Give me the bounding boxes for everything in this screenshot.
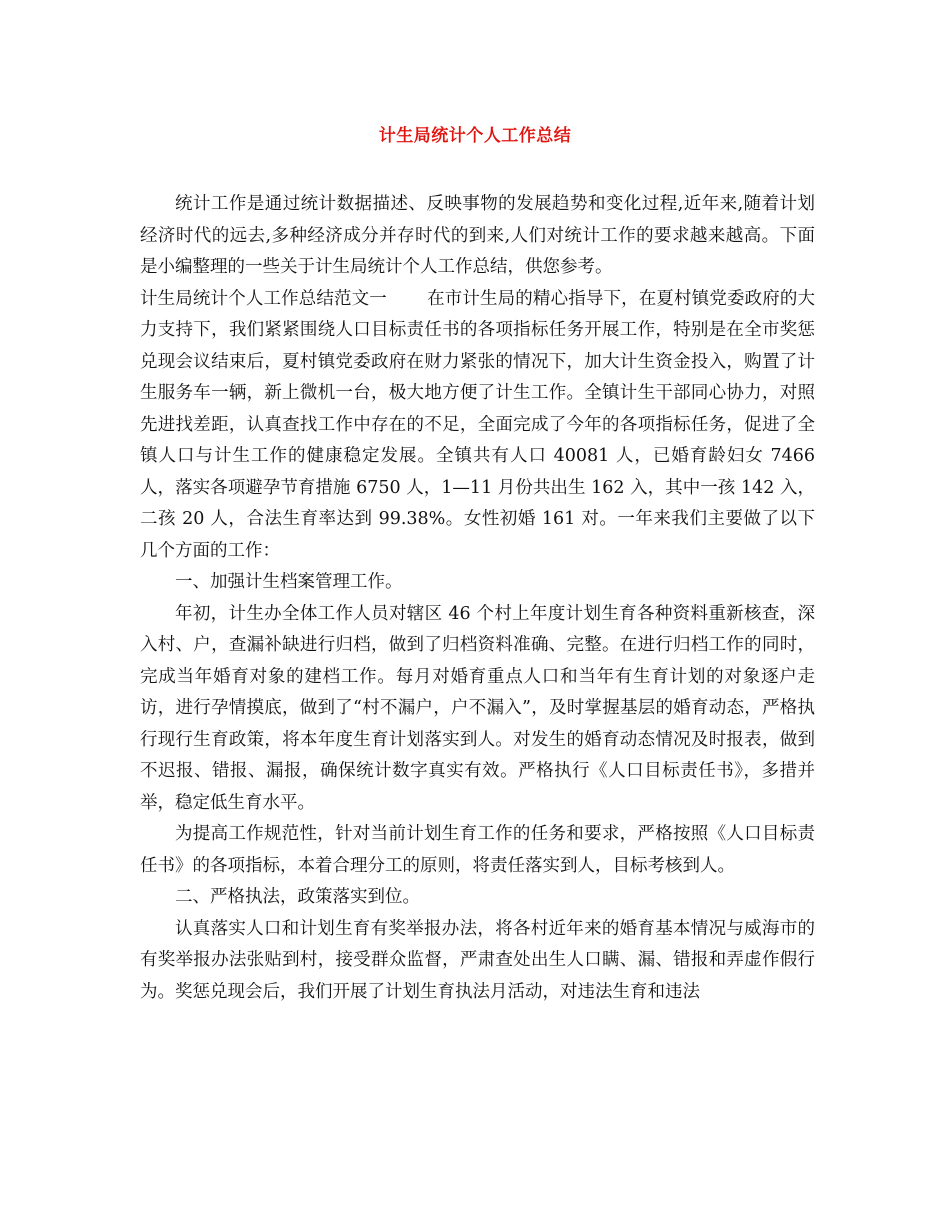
paragraph-archive-work: 年初，计生办全体工作人员对辖区 46 个村上年度计划生育各种资料重新核查，深入村、户，查漏补缺进行归档，做到了归档资料准确、完整。在进行归档工作的同时，完成当年婚育对象的建档工作。每月对婚育重点人口和当年有生育计划的对象逐户走访，进行孕情摸底，做到了“村不漏户，户不漏入”，及时掌握基层的婚育动态，严格执行现行生育政策，将本年度生育计划落实到人。对发生的婚育动态情况及时报表，做到不迟报、错报、漏报，确保统计数字真实有效。严格执行《人口目标责任书》，多措并举，稳定低生育水平。: [140, 603, 815, 813]
document-body: [140, 189, 815, 1008]
paragraph-standardization: 为提高工作规范性，针对当前计划生育工作的任务和要求，严格按照《人口目标责任书》的各项指标，本着合理分工的原则，将责任落实到人，目标考核到人。: [140, 824, 815, 876]
paragraph-sample-one: [140, 284, 815, 568]
paragraph-intro: 统计工作是通过统计数据描述、反映事物的发展趋势和变化过程,近年来,随着计划经济时代的远去,多种经济成分并存时代的到来,人们对统计工作的要求越来越高。下面是小编整理的一些关于计生局统计个人工作总结，供您参考。: [140, 194, 815, 277]
sample-text: 在市计生局的精心指导下，在夏村镇党委政府的大力支持下，我们紧紧围绕人口目标责任书的各项指标任务开展工作，特别是在全市奖惩兑现会议结束后，夏村镇党委政府在财力紧张的情况下，加大计生资金投入，购置了计生服务车一辆，新上微机一台，极大地方便了计生工作。全镇计生干部同心协力，对照先进找差距，认真查找工作中存在的不足，全面完成了今年的各项指标任务，促进了全镇人口与计生工作的健康稳定发展。全镇共有人口 40081 人，已婚育龄妇女 7466 人，落实各项避孕节育措施 6750 人，1—11 月份共出生 162 入，其中一孩 142 入，二孩 20 人，合法生育率达到 99.38%。女性初婚 161 对。一年来我们主要做了以下几个方面的工作：: [140, 288, 816, 561]
section-heading-law-enforcement: 二、严格执法，政策落实到位。: [175, 887, 420, 907]
sample-heading: 计生局统计个人工作总结范文一: [140, 288, 387, 309]
paragraph-reporting: 认真落实人口和计划生育有奖举报办法，将各村近年来的婚育基本情况与威海市的有奖举报办法张贴到村，接受群众监督，严肃查处出生人口瞒、漏、错报和弄虚作假行为。奖惩兑现会后，我们开展了计划生育执法月活动，对违法生育和违法: [140, 918, 815, 1002]
document-title: 计生局统计个人工作总结: [378, 126, 572, 146]
section-heading-archive: 一、加强计生档案管理工作。: [175, 572, 403, 592]
